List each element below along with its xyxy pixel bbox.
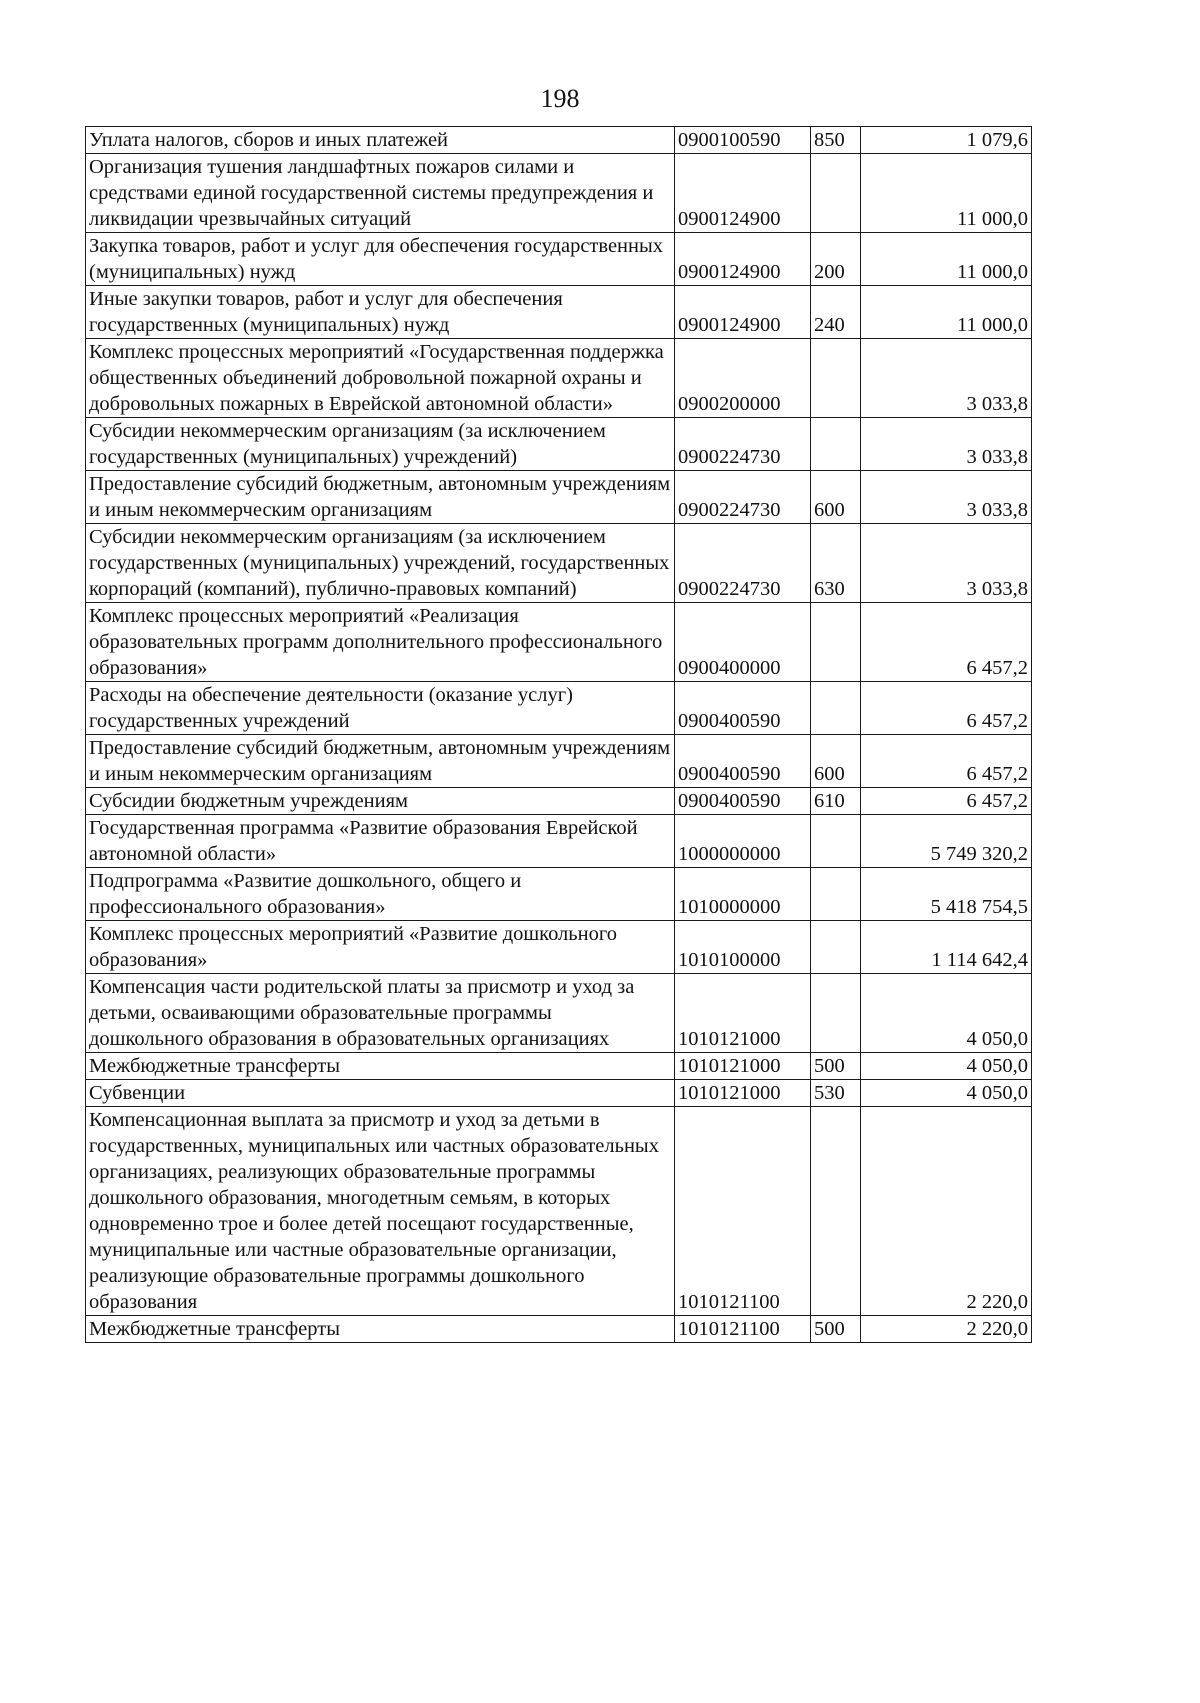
name-cell: Закупка товаров, работ и услуг для обеспечения государственных (муниципальных) нужд (86, 233, 675, 286)
name-cell: Расходы на обеспечение деятельности (оказание услуг) государственных учреждений (86, 682, 675, 735)
table-row (86, 1107, 1032, 1316)
type-cell: 500 (811, 1316, 861, 1343)
type-cell (811, 682, 861, 735)
table-row (86, 233, 1032, 286)
code-cell: 0900200000 (675, 339, 811, 418)
type-cell: 850 (811, 127, 861, 154)
type-cell (811, 815, 861, 868)
type-cell (811, 154, 861, 233)
type-cell: 630 (811, 524, 861, 603)
table-row (86, 339, 1032, 418)
type-cell (811, 1107, 861, 1316)
name-cell: Уплата налогов, сборов и иных платежей (86, 127, 675, 154)
type-cell (811, 339, 861, 418)
code-cell: 0900224730 (675, 471, 811, 524)
type-cell (811, 974, 861, 1053)
sum-cell: 6 457,2 (861, 735, 1032, 788)
name-cell: Государственная программа «Развитие образования Еврейской автономной области» (86, 815, 675, 868)
sum-cell: 3 033,8 (861, 524, 1032, 603)
table-row (86, 1053, 1032, 1080)
type-cell (811, 418, 861, 471)
table-row (86, 471, 1032, 524)
code-cell: 1010121100 (675, 1107, 811, 1316)
table-row (86, 974, 1032, 1053)
type-cell: 500 (811, 1053, 861, 1080)
code-cell: 0900124900 (675, 154, 811, 233)
table-row (86, 524, 1032, 603)
type-cell: 600 (811, 735, 861, 788)
code-cell: 1010121000 (675, 1053, 811, 1080)
table-row (86, 1316, 1032, 1343)
sum-cell: 6 457,2 (861, 603, 1032, 682)
sum-cell: 4 050,0 (861, 1080, 1032, 1107)
name-cell: Предоставление субсидий бюджетным, автономным учреждениям и иным некоммерческим организациям (86, 471, 675, 524)
type-cell: 600 (811, 471, 861, 524)
name-cell: Межбюджетные трансферты (86, 1316, 675, 1343)
sum-cell: 6 457,2 (861, 788, 1032, 815)
sum-cell: 1 114 642,4 (861, 921, 1032, 974)
table-row (86, 868, 1032, 921)
sum-cell: 6 457,2 (861, 682, 1032, 735)
name-cell: Организация тушения ландшафтных пожаров силами и средствами единой государственной системы предупреждения и ликвидации чрезвычайных ситуаций (86, 154, 675, 233)
type-cell: 240 (811, 286, 861, 339)
table-row (86, 921, 1032, 974)
name-cell: Субсидии некоммерческим организациям (за исключением государственных (муниципальных) учреждений, государственных корпораций (компаний), публично-правовых компаний) (86, 524, 675, 603)
page-number: 198 (540, 84, 580, 113)
name-cell: Субсидии некоммерческим организациям (за исключением государственных (муниципальных) учреждений) (86, 418, 675, 471)
name-cell: Комплекс процессных мероприятий «Реализация образовательных программ дополнительного профессионального образования» (86, 603, 675, 682)
type-cell: 200 (811, 233, 861, 286)
sum-cell: 11 000,0 (861, 233, 1032, 286)
sum-cell: 4 050,0 (861, 1053, 1032, 1080)
code-cell: 1010121100 (675, 1316, 811, 1343)
code-cell: 0900400590 (675, 735, 811, 788)
sum-cell: 2 220,0 (861, 1107, 1032, 1316)
name-cell: Предоставление субсидий бюджетным, автономным учреждениям и иным некоммерческим организациям (86, 735, 675, 788)
code-cell: 1010000000 (675, 868, 811, 921)
name-cell: Субсидии бюджетным учреждениям (86, 788, 675, 815)
code-cell: 0900224730 (675, 418, 811, 471)
table-row (86, 682, 1032, 735)
name-cell: Компенсация части родительской платы за присмотр и уход за детьми, осваивающими образовательные программы дошкольного образования в образовательных организациях (86, 974, 675, 1053)
sum-cell: 11 000,0 (861, 286, 1032, 339)
sum-cell: 5 749 320,2 (861, 815, 1032, 868)
name-cell: Компенсационная выплата за присмотр и уход за детьми в государственных, муниципальных или частных образовательных организациях, реализующих образовательные программы дошкольного образования, многодетным семьям, в которых одновременно трое и более детей посещают государственные, муниципальные или частные образовательные организации, реализующие образовательные программы дошкольного образования (86, 1107, 675, 1316)
code-cell: 0900124900 (675, 286, 811, 339)
table-row (86, 127, 1032, 154)
table-row (86, 154, 1032, 233)
name-cell: Субвенции (86, 1080, 675, 1107)
code-cell: 1000000000 (675, 815, 811, 868)
code-cell: 0900100590 (675, 127, 811, 154)
code-cell: 1010121000 (675, 974, 811, 1053)
sum-cell: 3 033,8 (861, 418, 1032, 471)
sum-cell: 1 079,6 (861, 127, 1032, 154)
table-row (86, 1080, 1032, 1107)
code-cell: 0900224730 (675, 524, 811, 603)
budget-table (85, 126, 1032, 1343)
sum-cell: 3 033,8 (861, 471, 1032, 524)
code-cell: 0900400590 (675, 682, 811, 735)
type-cell: 530 (811, 1080, 861, 1107)
code-cell: 1010121000 (675, 1080, 811, 1107)
table-row (86, 788, 1032, 815)
sum-cell: 11 000,0 (861, 154, 1032, 233)
code-cell: 0900400000 (675, 603, 811, 682)
budget-table-body (86, 127, 1032, 1343)
sum-cell: 2 220,0 (861, 1316, 1032, 1343)
sum-cell: 3 033,8 (861, 339, 1032, 418)
code-cell: 0900124900 (675, 233, 811, 286)
sum-cell: 4 050,0 (861, 974, 1032, 1053)
table-row (86, 286, 1032, 339)
table-row (86, 735, 1032, 788)
table-row (86, 815, 1032, 868)
type-cell (811, 921, 861, 974)
name-cell: Комплекс процессных мероприятий «Государственная поддержка общественных объединений добровольной пожарной охраны и добровольных пожарных в Еврейской автономной области» (86, 339, 675, 418)
code-cell: 1010100000 (675, 921, 811, 974)
type-cell (811, 868, 861, 921)
table-row (86, 603, 1032, 682)
name-cell: Подпрограмма «Развитие дошкольного, общего и профессионального образования» (86, 868, 675, 921)
sum-cell: 5 418 754,5 (861, 868, 1032, 921)
type-cell (811, 603, 861, 682)
name-cell: Комплекс процессных мероприятий «Развитие дошкольного образования» (86, 921, 675, 974)
table-row (86, 418, 1032, 471)
code-cell: 0900400590 (675, 788, 811, 815)
name-cell: Иные закупки товаров, работ и услуг для обеспечения государственных (муниципальных) нужд (86, 286, 675, 339)
type-cell: 610 (811, 788, 861, 815)
name-cell: Межбюджетные трансферты (86, 1053, 675, 1080)
